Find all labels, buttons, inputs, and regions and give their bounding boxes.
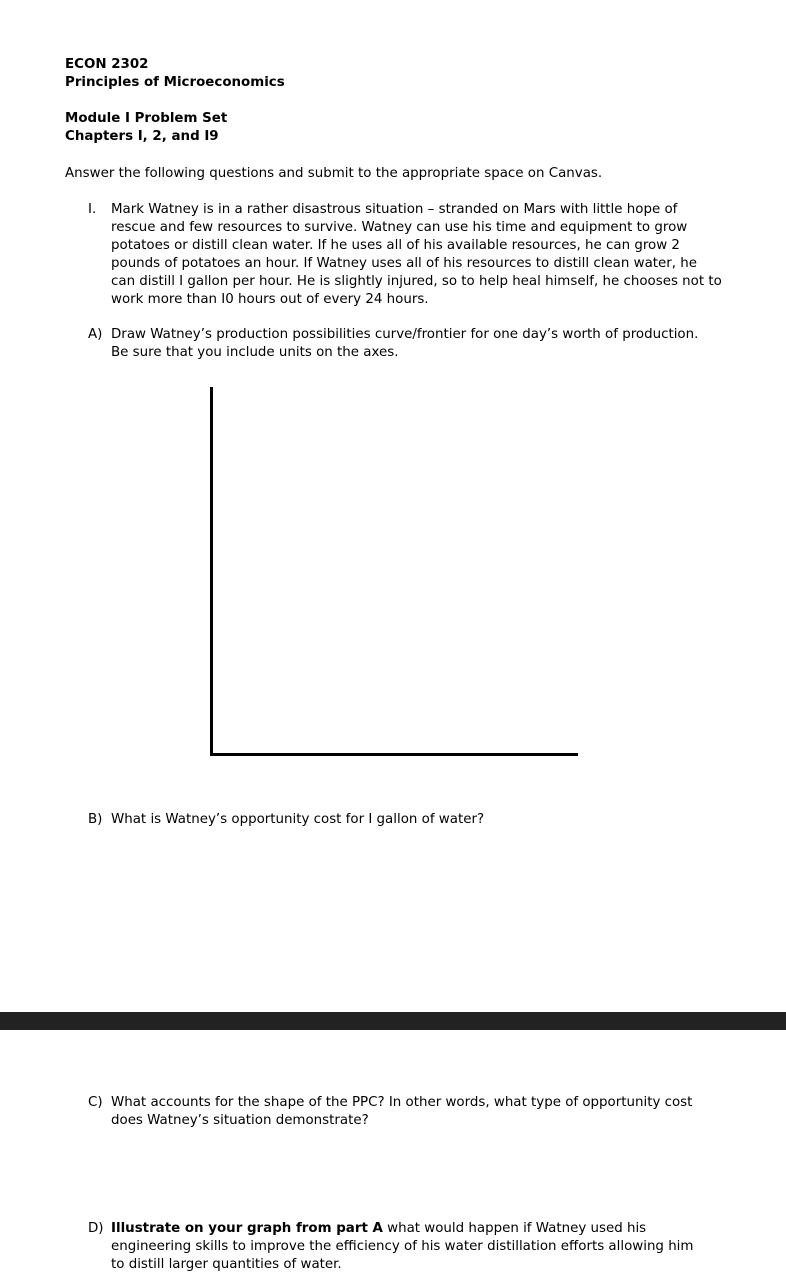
part-b-text: What is Watney’s opportunity cost for I gallon of water? xyxy=(111,812,485,827)
course-code: ECON 2302 xyxy=(65,57,149,72)
instructions: Answer the following questions and submit to the appropriate space on Canvas. xyxy=(65,166,603,181)
question-text: Mark Watney is in a rather disastrous situation – stranded on Mars with little hope of rescue and few resources to survive. Watney can use his time and equipment to grow potatoes or distill clean water. If he uses all of his available resources, he can grow 2 pounds of potatoes an hour. If Watney uses all of his resources to distill clean water, he can distill I gallon per hour. He is slightly injured, so to help heal himself, he chooses not to work more than I0 hours out of every 24 hours. xyxy=(111,202,722,307)
part-b-label: B) xyxy=(88,812,103,827)
part-c-text: What accounts for the shape of the PPC? In other words, what type of opportunity cost does Watney’s situation demonstrate? xyxy=(111,1095,693,1128)
part-d-label: D) xyxy=(88,1221,104,1236)
part-d-text xyxy=(111,1220,711,1274)
page-break xyxy=(0,1012,786,1030)
part-d-rest-text: what would happen if Watney used his engineering skills to improve the efficiency of his water distillation efforts allowing him to distill larger quantities of water. xyxy=(111,1221,694,1272)
part-a-label: A) xyxy=(88,327,103,342)
graph-y-axis xyxy=(210,387,213,756)
chapters-title: Chapters I, 2, and I9 xyxy=(65,129,219,144)
question-number: I. xyxy=(88,202,97,217)
part-c-label: C) xyxy=(88,1095,103,1110)
course-title: Principles of Microeconomics xyxy=(65,75,285,90)
part-d-bold-text: Illustrate on your graph from part A xyxy=(111,1221,383,1236)
part-a-text: Draw Watney’s production possibilities curve/frontier for one day’s worth of production. Be sure that you include units on the axes. xyxy=(111,327,699,360)
graph-x-axis xyxy=(210,753,578,756)
module-title: Module I Problem Set xyxy=(65,111,228,126)
